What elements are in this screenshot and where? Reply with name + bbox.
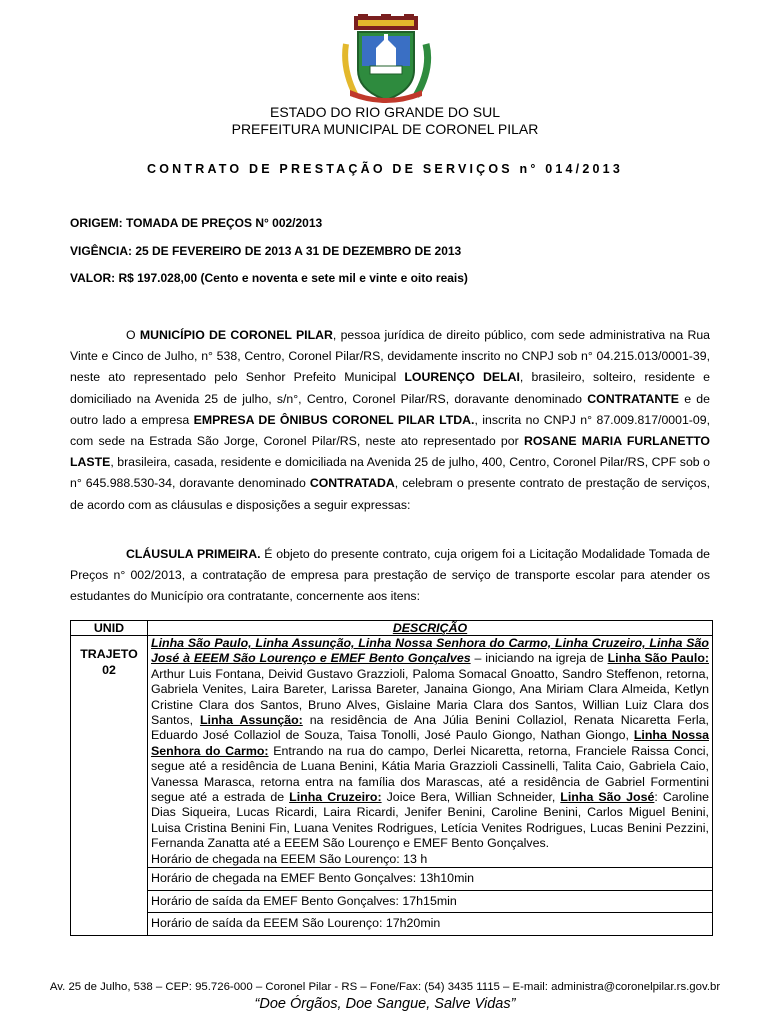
table-row: [71, 890, 713, 913]
mayor-name: LOURENÇO DELAI: [404, 370, 520, 385]
intro-text: , brasileiro, solteiro, residente e domiciliado na Avenida 25 de julho, s/n°, Centro, Coronel Pilar/RS, doravante denominado: [70, 370, 710, 406]
table-header-row: [71, 621, 713, 636]
line-nossa-senhora-do-carmo: Linha Nossa Senhora do Carmo:: [151, 728, 709, 758]
representative-name: ROSANE MARIA FURLANETTO LASTE: [70, 434, 710, 470]
line-cruzeiro: Linha Cruzeiro:: [289, 790, 382, 805]
intro-text: O: [126, 328, 140, 342]
route-text: Entrando na rua do campo, Derlei Nicaretta, retorna, Franciele Raissa Conci, segue até a residência de Luana Benini, Kátia Maria Grazzioli Cassinelli, Talita Caio, Gabriela Caio, Vanessa Marasca, retorna entra na família dos Marascas, até a residência de Gabriel Formentini segue até a estrada de: [151, 743, 709, 805]
prefecture-name: PREFEITURA MUNICIPAL DE CORONEL PILAR: [231, 121, 539, 137]
intro-text: e de outro lado a empresa: [70, 391, 710, 427]
route-text: : Caroline Dias Siqueira, Lucas Ricardi, Laira Ricardi, Jenifer Benini, Caroline Benini, Carlos Miguel Benini, Luisa Cristina Benini Fin, Luana Venites Rodrigues, Letícia Venites Rodrigues, Lucas Benini Pezzini, Fernanda Zanatta até a EEEM São Lourenço e EMEF Bento Gonçalves.: [151, 790, 709, 851]
schedule-departure-eeem: Horário de saída da EEEM São Lourenço: 17h20min: [148, 913, 713, 936]
route-title: Linha São Paulo, Linha Assunção, Linha Nossa Senhora do Carmo, Linha Cruzeiro, Linha São José à EEEM São Lourenço e EMEF Bento Gonçalves: [151, 636, 709, 666]
line-assuncao: Linha Assunção:: [199, 713, 303, 728]
company-name: EMPRESA DE ÔNIBUS CORONEL PILAR LTDA.: [193, 412, 475, 427]
unid-cell: [71, 636, 148, 936]
route-description: [148, 636, 713, 868]
schedule-departure-emef: Horário de saída da EMEF Bento Gonçalves: 17h15min: [148, 890, 713, 913]
schedule-arrival-eeem: Horário de chegada na EEEM São Lourenço: 13 h: [151, 851, 428, 866]
contratada-label: CONTRATADA: [309, 476, 395, 491]
state-name: ESTADO DO RIO GRANDE DO SUL: [270, 104, 500, 120]
route-text: Joice Bera, Willian Schneider,: [381, 790, 561, 805]
schedule-arrival-emef: Horário de chegada na EMEF Bento Gonçalves: 13h10min: [148, 868, 713, 891]
municipal-coat-of-arms: [340, 14, 432, 104]
intro-text: , pessoa jurídica de direito público, com sede administrativa na Rua Vinte e Cinco de Julho, n° 538, Centro, Coronel Pilar/RS, devidamente inscrito no CNPJ sob n° 04.215.013/0001-39, neste ato representado pelo Senhor Prefeito Municipal: [70, 328, 711, 385]
unid-column-header: UNID: [71, 621, 148, 636]
intro-text: , inscrita no CNPJ n° 87.009.817/0001-09, com sede na Estrada São Jorge, Coronel Pilar/RS, neste ato representado por: [70, 412, 710, 449]
municipality-name: MUNICÍPIO DE CORONEL PILAR: [139, 328, 333, 342]
valor-line: VALOR: R$ 197.028,00 (Cento e noventa e sete mil e vinte e oito reais): [70, 271, 468, 285]
description-column-header: DESCRIÇÃO: [148, 621, 713, 636]
intro-text: , brasileira, casada, residente e domiciliada na Avenida 25 de julho, 400, Centro, Coronel Pilar/RS, CPF sob o n° 645.988.530-34, doravante denominado: [70, 455, 710, 491]
route-text: na residência de Ana Júlia Benini Collaziol, Renata Nicaretta Ferla, Eduardo José Collaziol de Souza, Taisa Tonolli, José Paulo Giongo, Nathan Giongo,: [151, 713, 709, 743]
vigencia-line: VIGÊNCIA: 25 DE FEVEREIRO DE 2013 A 31 DE DEZEMBRO DE 2013: [70, 244, 462, 258]
footer-slogan: “Doe Órgãos, Doe Sangue, Salve Vidas”: [254, 996, 516, 1012]
origem-line: ORIGEM: TOMADA DE PREÇOS N° 002/2013: [70, 216, 323, 230]
clause-one-paragraph: [70, 544, 710, 608]
table-row: [71, 868, 713, 891]
unid-label: TRAJETO: [80, 647, 138, 661]
items-table: [70, 620, 713, 936]
intro-text: , celebram o presente contrato de prestação de serviços, de acordo com as cláusulas e disposições a seguir expressas:: [70, 476, 710, 512]
intro-paragraph: [70, 325, 710, 516]
line-sao-paulo: Linha São Paulo:: [607, 651, 710, 666]
table-row: [71, 636, 713, 868]
unid-number: 02: [102, 663, 116, 677]
footer-address: Av. 25 de Julho, 538 – CEP: 95.726-000 – Coronel Pilar - RS – Fone/Fax: (54) 3435 1115 – E-mail: administra@coronelpilar.rs.gov.br: [49, 981, 721, 993]
table-row: [71, 913, 713, 936]
route-text: Arthur Luis Fontana, Deivid Gustavo Grazzioli, Paloma Somacal Gnoatto, Sandro Steffenon, retorna, Gabriela Venites, Laira Bareter, Larissa Bareter, Janaina Giongo, Ana Miriam Clara Almeida, Ketlyn Cristine Clara dos Santos, Bruno Alves, Gislaine Maria Clara dos Santos, Willian Luiz Clara dos Santos,: [151, 666, 709, 728]
route-text: – iniciando na igreja de: [470, 651, 608, 666]
contract-title: CONTRATO DE PRESTAÇÃO DE SERVIÇOS n° 014/2013: [147, 162, 623, 176]
contratante-label: CONTRATANTE: [587, 391, 680, 406]
clause-one-heading: CLÁUSULA PRIMEIRA.: [126, 547, 261, 561]
clause-one-text: É objeto do presente contrato, cuja origem foi a Licitação Modalidade Tomada de Preços n° 002/2013, a contratação de empresa para prestação de serviço de transporte escolar para atender os estudantes do Município ora contratante, concernente aos itens:: [70, 547, 711, 604]
line-sao-jose: Linha São José: [560, 790, 655, 805]
